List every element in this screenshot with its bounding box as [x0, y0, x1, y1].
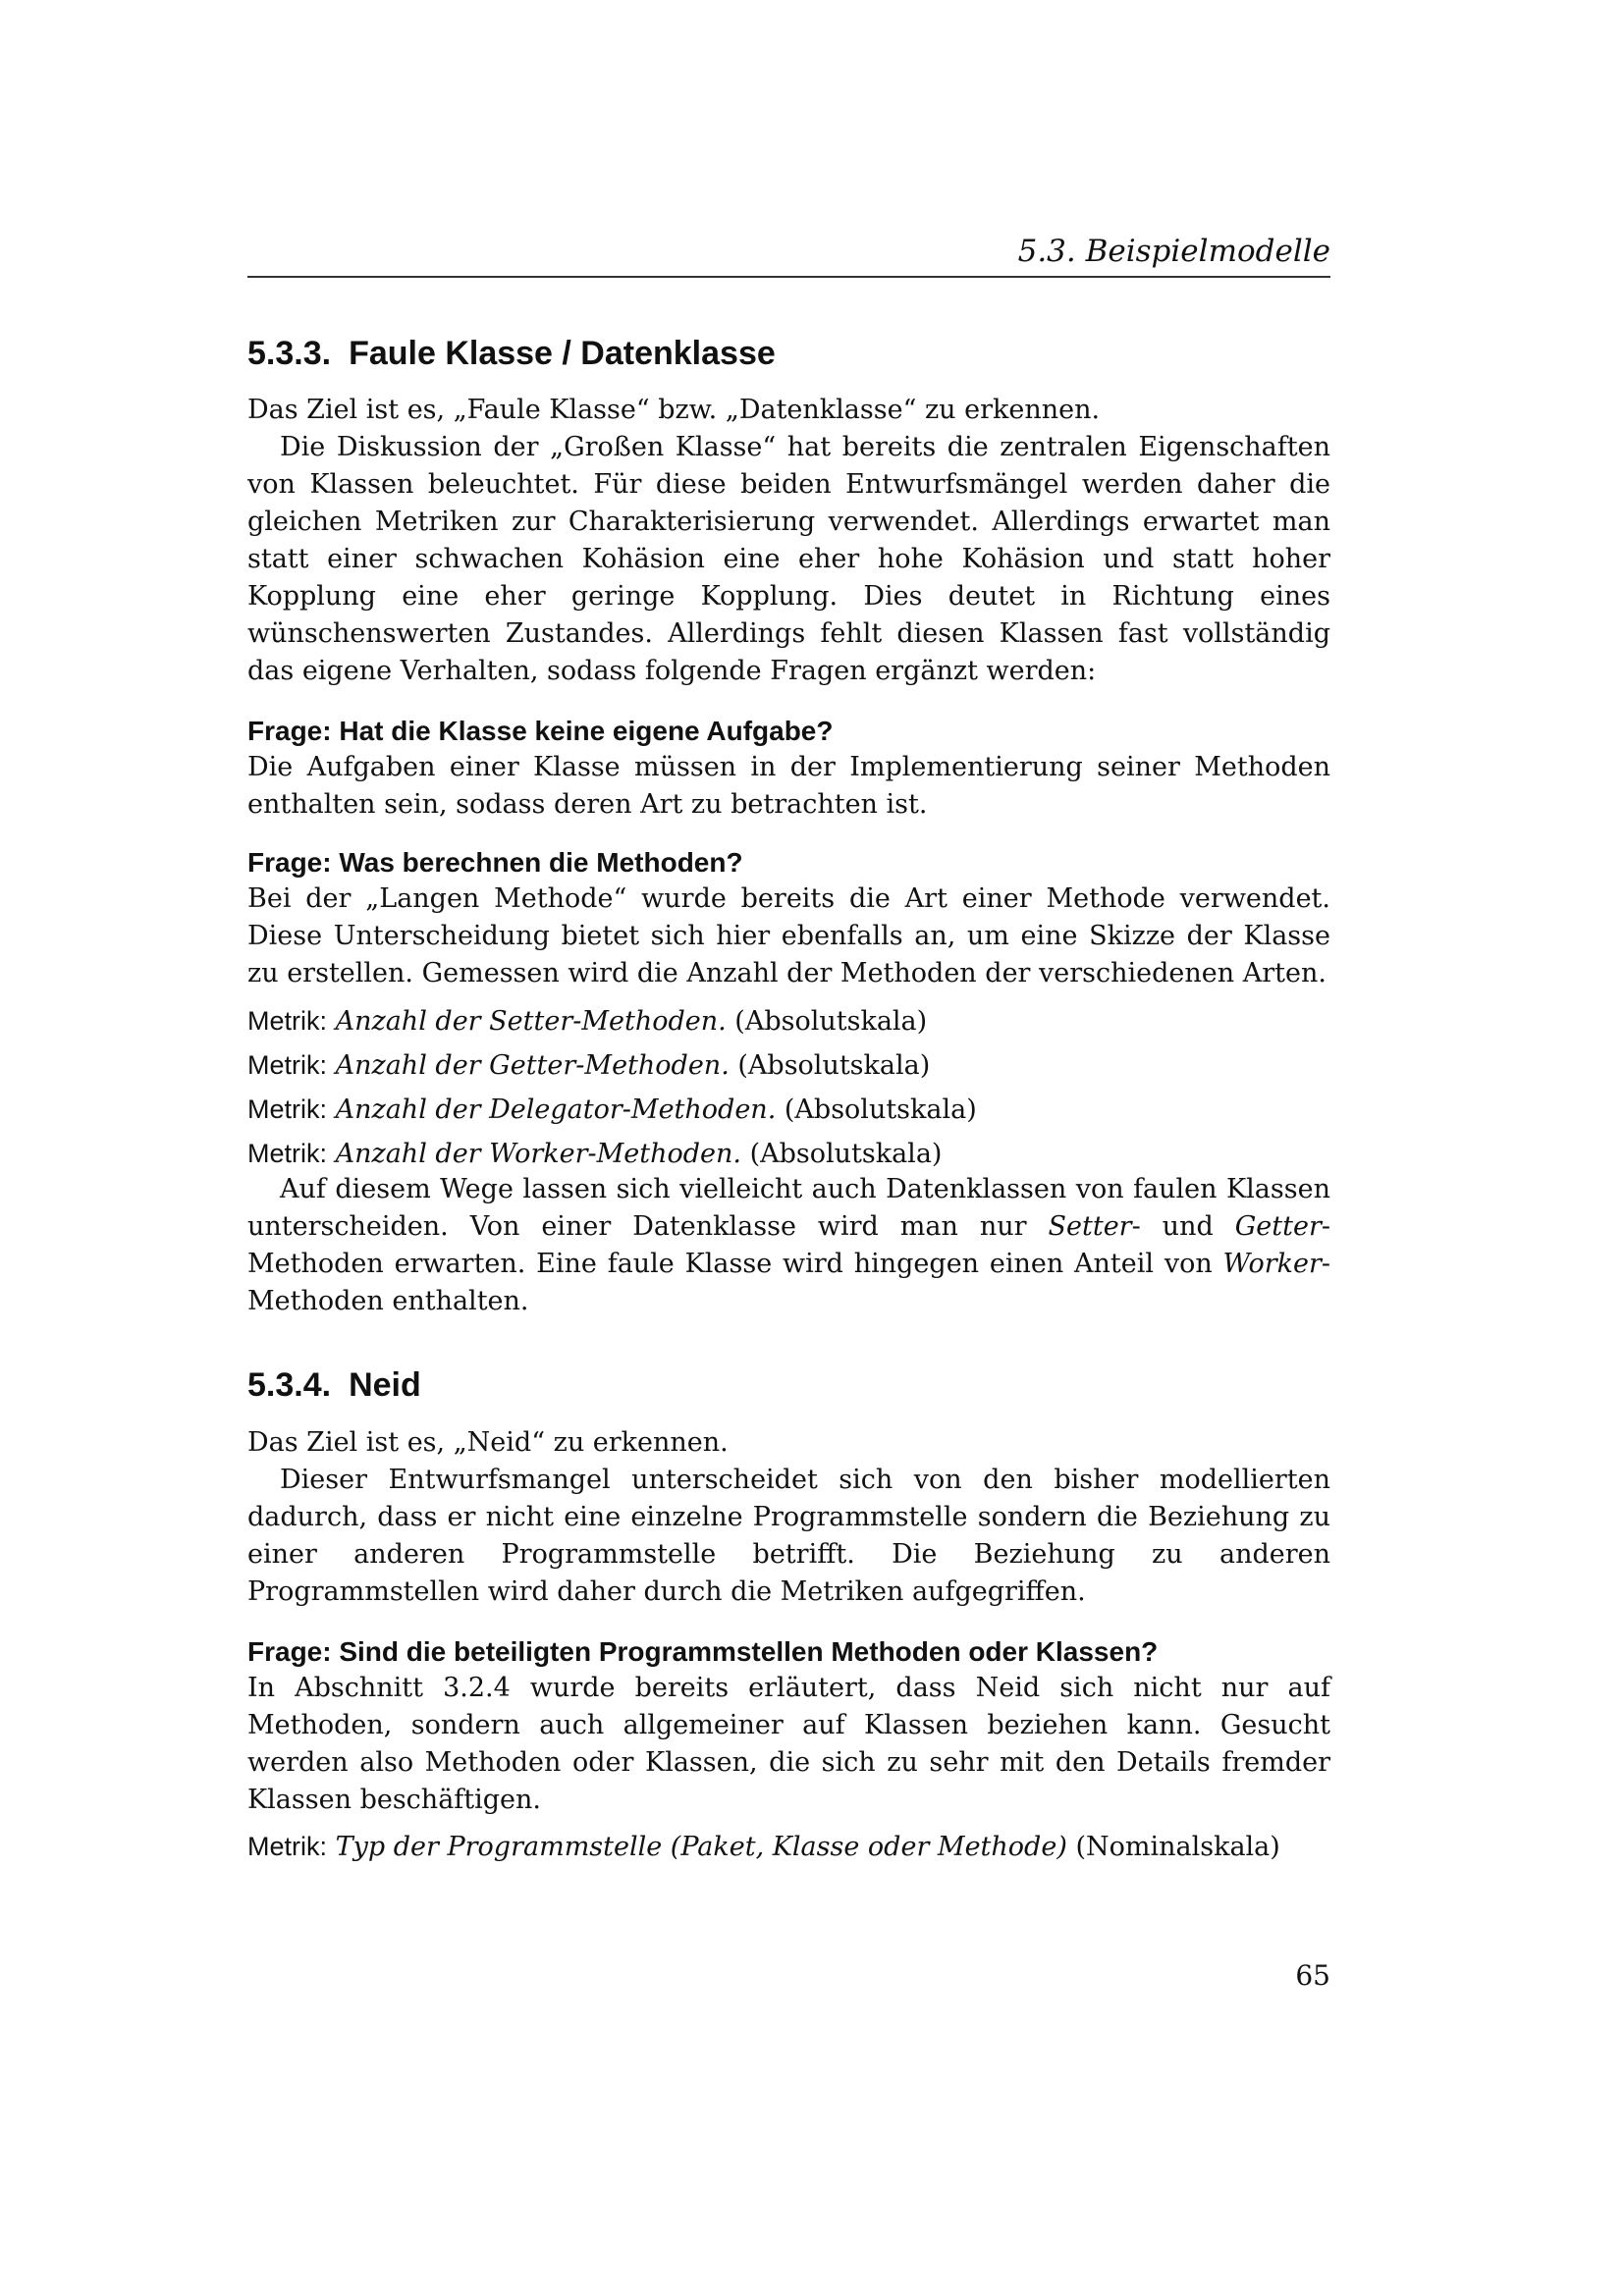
- section2-intro-block: [247, 1424, 1330, 1611]
- closing-emphasis: Setter: [1048, 1211, 1132, 1242]
- metric-line: [247, 1046, 930, 1085]
- section2-paragraph: Dieser Entwurfsmangel unterscheidet sich von den bisher modellierten dadurch, dass er nicht eine einzelne Programmstelle sondern die Beziehung zu einer anderen Programmstelle betrifft. Die Beziehung zu anderen Programmstellen wird daher durch die Metriken aufgegriffen.: [247, 1465, 1330, 1607]
- closing-emphasis: Worker: [1222, 1249, 1322, 1279]
- closing-emphasis: Getter: [1234, 1211, 1322, 1242]
- metric-label: Metrik:: [247, 1139, 327, 1168]
- section2-intro: Das Ziel ist es, „Neid“ zu erkennen.: [247, 1427, 729, 1458]
- closing-text: Auf diesem Wege lassen sich vielleicht auch Datenklassen von faulen Klassen unterscheiden. Von einer Datenklasse wird man nur: [247, 1174, 1330, 1242]
- section1-intro-block: [247, 392, 1330, 690]
- section-number: 5.3.3.: [247, 335, 332, 372]
- section1-closing-block: [247, 1171, 1330, 1320]
- section-title: Neid: [349, 1366, 421, 1404]
- metric-name: Anzahl der Setter-Methoden.: [335, 1006, 727, 1037]
- metric-scale: (Absolutskala): [734, 1006, 928, 1037]
- metric-label: Metrik:: [247, 1095, 327, 1124]
- question-text: Bei der „Langen Methode“ wurde bereits die Art einer Methode verwendet. Diese Unterscheidung bietet sich hier ebenfalls an, um eine Skizze der Klasse zu erstellen. Gemessen wird die Anzahl der Methoden der verschiedenen Arten.: [247, 883, 1330, 988]
- question-text: Die Aufgaben einer Klasse müssen in der Implementierung seiner Methoden enthalten sein, sodass deren Art zu betrachten ist.: [247, 752, 1330, 820]
- metric-line: [247, 1091, 977, 1129]
- question-heading: Frage: Hat die Klasse keine eigene Aufgabe?: [247, 716, 834, 746]
- metric-scale: (Absolutskala): [749, 1139, 943, 1169]
- metric-label: Metrik:: [247, 1832, 327, 1861]
- metric-label: Metrik:: [247, 1006, 327, 1036]
- closing-text: -Methoden erwarten. Eine faule Klasse wird hingegen einen Anteil von: [247, 1211, 1330, 1279]
- section-title: Faule Klasse / Datenklasse: [349, 335, 776, 372]
- metric-scale: (Absolutskala): [737, 1050, 931, 1081]
- metric-scale: (Absolutskala): [784, 1095, 977, 1125]
- section-heading-neid: [247, 1365, 421, 1405]
- metric-name: Anzahl der Worker-Methoden.: [335, 1139, 741, 1169]
- page-number: 65: [1295, 1959, 1330, 1992]
- running-header: 5.3. Beispielmodelle: [1017, 234, 1330, 269]
- metric-name: Typ der Programmstelle (Paket, Klasse oder Methode): [335, 1832, 1067, 1862]
- metric-label: Metrik:: [247, 1050, 327, 1080]
- section1-intro: Das Ziel ist es, „Faule Klasse“ bzw. „Datenklasse“ zu erkennen.: [247, 395, 1101, 425]
- metric-line: [247, 1828, 1280, 1866]
- question-heading: Frage: Was berechnen die Methoden?: [247, 847, 743, 878]
- metric-name: Anzahl der Getter-Methoden.: [335, 1050, 730, 1081]
- section1-closing: [247, 1171, 1330, 1320]
- metric-line: [247, 1135, 942, 1173]
- question-text-block: [247, 749, 1330, 824]
- metric-line: [247, 1002, 927, 1041]
- metric-name: Anzahl der Delegator-Methoden.: [335, 1095, 777, 1125]
- question-text: In Abschnitt 3.2.4 wurde bereits erläutert, dass Neid sich nicht nur auf Methoden, sondern auch allgemeiner auf Klassen beziehen kann. Gesucht werden also Methoden oder Klassen, die sich zu sehr mit den Details fremder Klassen beschäftigen.: [247, 1673, 1330, 1815]
- closing-text: -Methoden enthalten.: [247, 1249, 1330, 1316]
- section-number: 5.3.4.: [247, 1366, 332, 1404]
- header-rule: [247, 276, 1330, 278]
- section-heading-faule-klasse: [247, 334, 776, 373]
- question-text-block: [247, 1670, 1330, 1819]
- section1-paragraph: Die Diskussion der „Großen Klasse“ hat bereits die zentralen Eigenschaften von Klassen beleuchtet. Für diese beiden Entwurfsmängel werden daher die gleichen Metriken zur Charakterisierung verwendet. Allerdings erwartet man statt einer schwachen Kohäsion eine eher hohe Kohäsion und statt hoher Kopplung eine eher geringe Kopplung. Dies deutet in Richtung eines wünschenswerten Zustandes. Allerdings fehlt diesen Klassen fast vollständig das eigene Verhalten, sodass folgende Fragen ergänzt werden:: [247, 432, 1330, 686]
- question-text-block: [247, 881, 1330, 992]
- question-heading: Frage: Sind die beteiligten Programmstellen Methoden oder Klassen?: [247, 1636, 1159, 1667]
- closing-text: - und: [1131, 1211, 1235, 1242]
- metric-scale: (Nominalskala): [1075, 1832, 1280, 1862]
